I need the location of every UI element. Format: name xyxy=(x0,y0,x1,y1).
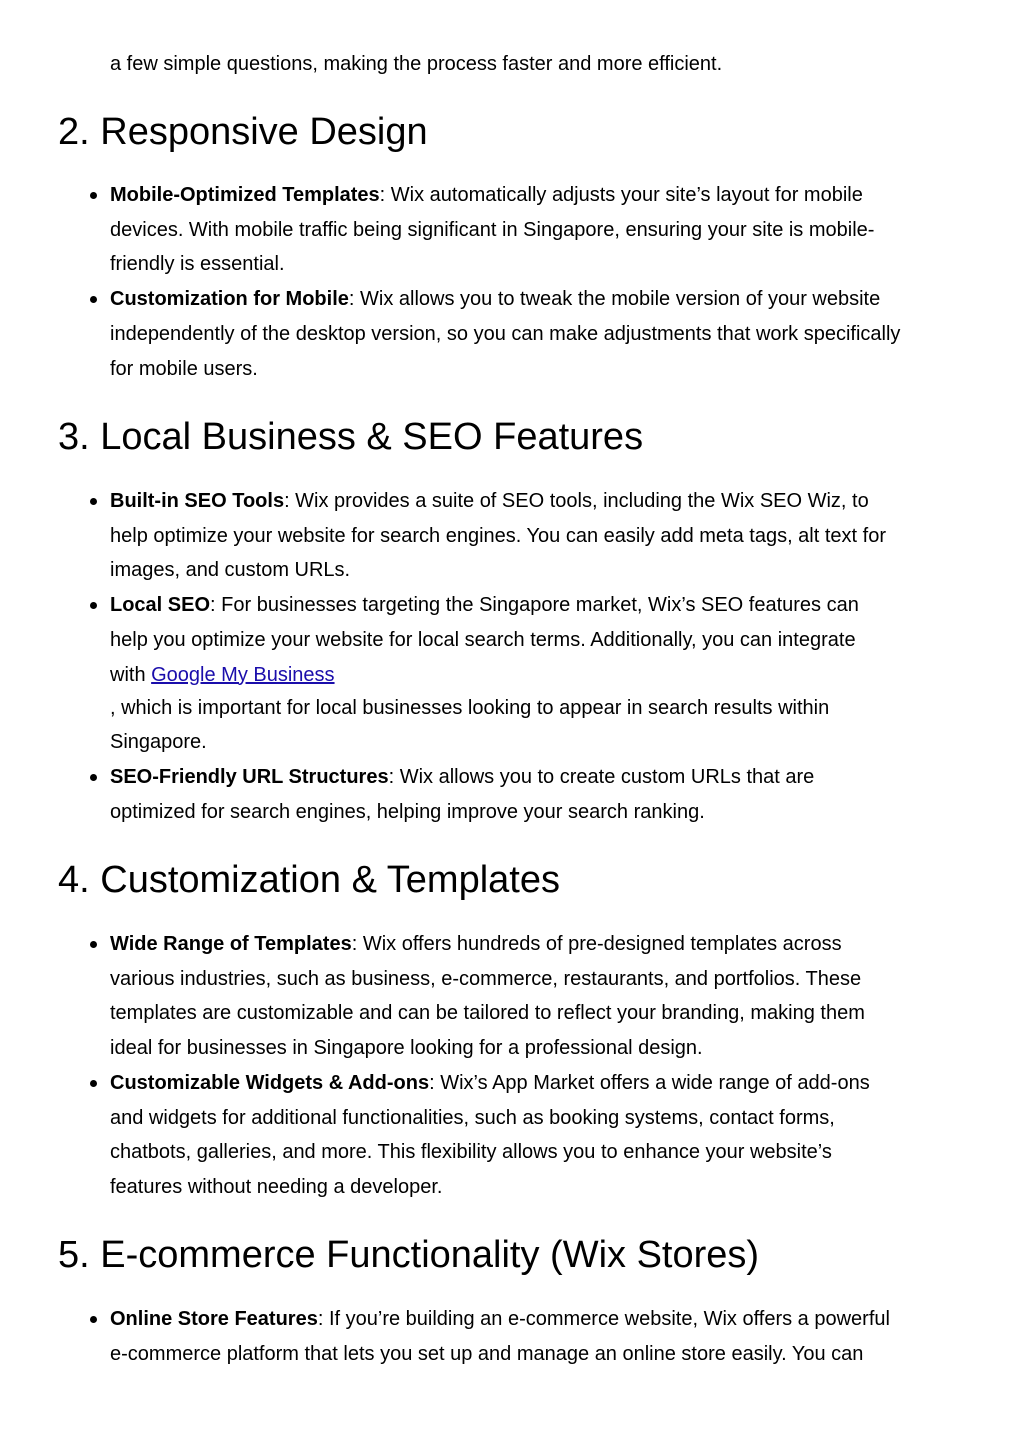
section-list-customization-templates xyxy=(110,927,980,1205)
list-item: Wide Range of Templates: Wix offers hundreds of pre-designed templates across various industries, such as business, e-commerce, restaurants, and portfolios. These templates are customizable and can be tailored to reflect your branding, making them ideal for businesses in Singapore looking for a professional design. xyxy=(110,927,980,1066)
item-term: Local SEO xyxy=(110,594,211,617)
list-item: Customizable Widgets & Add-ons: Wix’s App Market offers a wide range of add-ons and widgets for additional functionalities, such as booking systems, contact forms, chatbots, galleries, and more. This flexibility allows you to enhance your website’s features without needing a developer. xyxy=(110,1066,980,1205)
list-item: Customization for Mobile: Wix allows you to tweak the mobile version of your website independently of the desktop version, so you can make adjustments that work specifically for mobile users. xyxy=(110,282,980,386)
section-heading-responsive-design: 2. Responsive Design xyxy=(58,111,428,153)
list-item: Mobile-Optimized Templates: Wix automatically adjusts your site’s layout for mobile devices. With mobile traffic being significant in Singapore, ensuring your site is mobile- friendly is essential. xyxy=(110,178,980,282)
item-term: Wide Range of Templates xyxy=(110,933,352,955)
list-item: SEO-Friendly URL Structures: Wix allows you to create custom URLs that are optimized for search engines, helping improve your search ranking. xyxy=(110,760,980,829)
item-term: Built-in SEO Tools xyxy=(110,490,285,512)
item-term: Customizable Widgets & Add-ons xyxy=(110,1071,430,1094)
item-term: SEO-Friendly URL Structures xyxy=(110,765,389,788)
list-item: Local SEO: For businesses targeting the Singapore market, Wix’s SEO features can help you optimize your website for local search terms. Additionally, you can integrate with Google My Business , which is important for local businesses looking to appear in search results within Singapore. xyxy=(110,588,980,760)
section-list-local-business-seo xyxy=(110,484,980,829)
intro-text: a few simple questions, making the process faster and more efficient. xyxy=(110,53,723,75)
section-heading-customization-templates: 4. Customization & Templates xyxy=(58,859,560,901)
item-term: Online Store Features xyxy=(110,1308,318,1330)
section-heading-ecommerce: 5. E-commerce Functionality (Wix Stores) xyxy=(58,1234,760,1276)
list-item: Online Store Features: If you’re building an e-commerce website, Wix offers a powerful e-commerce platform that lets you set up and manage an online store easily. You can xyxy=(110,1302,980,1371)
section-list-ecommerce xyxy=(110,1302,980,1371)
list-item: Built-in SEO Tools: Wix provides a suite of SEO tools, including the Wix SEO Wiz, to help optimize your website for search engines. You can easily add meta tags, alt text for images, and custom URLs. xyxy=(110,484,980,588)
google-my-business-link[interactable]: Google My Business xyxy=(151,663,335,686)
section-heading-local-business-seo: 3. Local Business & SEO Features xyxy=(58,416,644,458)
item-term: Mobile-Optimized Templates xyxy=(110,184,380,206)
item-term: Customization for Mobile xyxy=(110,288,349,311)
section-list-responsive-design xyxy=(110,178,980,386)
